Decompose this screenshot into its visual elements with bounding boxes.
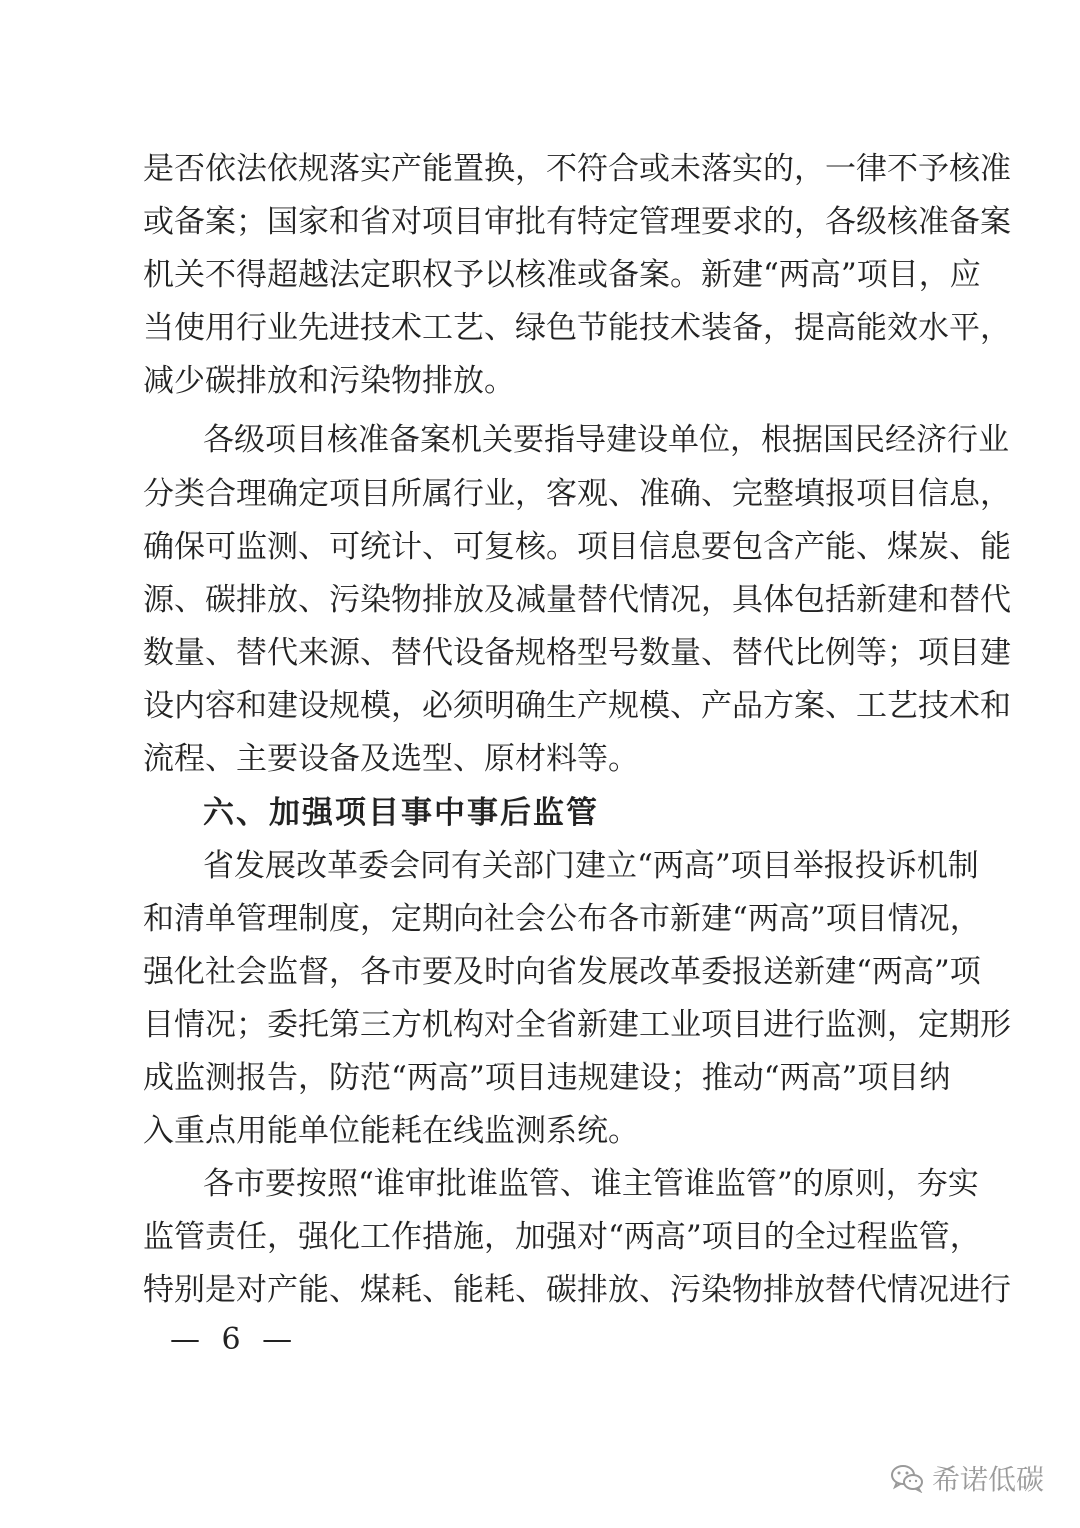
paragraph-line: 数量、替代来源、替代设备规格型号数量、替代比例等；项目建	[143, 635, 1011, 671]
paragraph-line: 入重点用能单位能耗在线监测系统。	[143, 1113, 639, 1149]
paragraph-line: 目情况；委托第三方机构对全省新建工业项目进行监测，定期形	[143, 1007, 1011, 1043]
paragraph-line: 各级项目核准备案机关要指导建设单位，根据国民经济行业	[203, 422, 1009, 458]
paragraph-line: 是否依法依规落实产能置换，不符合或未落实的，一律不予核准	[143, 151, 1011, 187]
paragraph-line: 设内容和建设规模，必须明确生产规模、产品方案、工艺技术和	[143, 688, 1011, 724]
paragraph-line: 源、碳排放、污染物排放及减量替代情况，具体包括新建和替代	[143, 582, 1011, 618]
watermark	[890, 1458, 1044, 1498]
paragraph-line: 各市要按照“谁审批谁监管、谁主管谁监管”的原则，夯实	[203, 1166, 979, 1202]
paragraph-line: 或备案；国家和省对项目审批有特定管理要求的，各级核准备案	[143, 204, 1011, 240]
watermark-text: 希诺低碳	[931, 1463, 1044, 1496]
paragraph-line: 机关不得超越法定职权予以核准或备案。新建“两高”项目，应	[143, 257, 981, 293]
section-heading: 六、加强项目事中事后监管	[203, 795, 599, 831]
paragraph-line: 减少碳排放和污染物排放。	[143, 363, 515, 399]
paragraph-line: 特别是对产能、煤耗、能耗、碳排放、污染物排放替代情况进行	[143, 1272, 1011, 1308]
paragraph-line: 强化社会监督，各市要及时向省发展改革委报送新建“两高”项	[143, 954, 981, 990]
paragraph-line: 确保可监测、可统计、可复核。项目信息要包含产能、煤炭、能	[143, 529, 1011, 565]
paragraph-line: 监管责任，强化工作措施，加强对“两高”项目的全过程监管，	[143, 1219, 981, 1255]
paragraph-line: 和清单管理制度，定期向社会公布各市新建“两高”项目情况，	[143, 901, 981, 937]
paragraph-line: 分类合理确定项目所属行业，客观、准确、完整填报项目信息，	[143, 476, 1011, 512]
paragraph-line: 省发展改革委会同有关部门建立“两高”项目举报投诉机制	[203, 848, 979, 884]
wechat-icon	[890, 1463, 924, 1493]
page-number: — 6 —	[170, 1322, 299, 1357]
paragraph-line: 成监测报告，防范“两高”项目违规建设；推动“两高”项目纳	[143, 1060, 951, 1096]
paragraph-line: 流程、主要设备及选型、原材料等。	[143, 741, 639, 777]
paragraph-line: 当使用行业先进技术工艺、绿色节能技术装备，提高能效水平，	[143, 310, 1011, 346]
